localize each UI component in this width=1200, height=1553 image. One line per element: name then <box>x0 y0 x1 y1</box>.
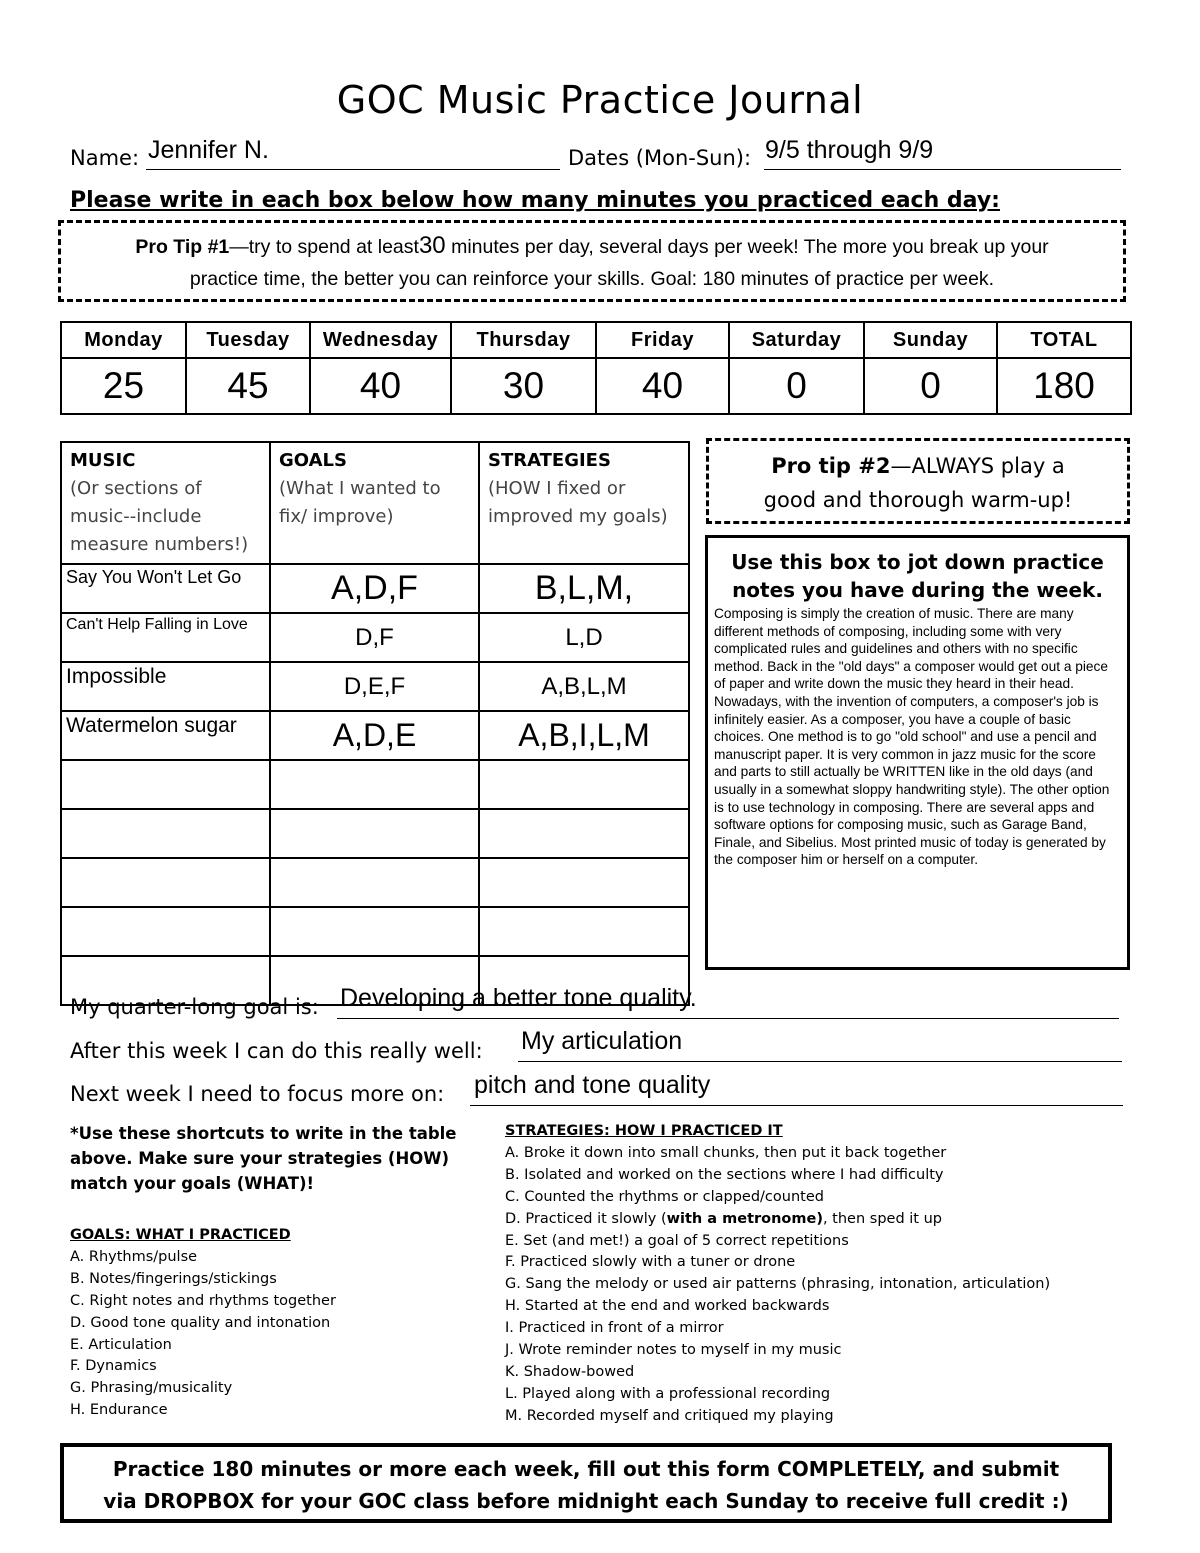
music-cell[interactable] <box>61 760 270 809</box>
strategies-cell[interactable]: A,B,I,L,M <box>479 711 689 760</box>
tip2-text: —ALWAYS play a <box>890 454 1065 478</box>
goals-subheader: (What I wanted to fix/ improve) <box>279 478 441 527</box>
day-header-monday: Monday <box>61 322 186 358</box>
music-cell[interactable]: Can't Help Falling in Love <box>61 613 270 662</box>
dates-label: Dates (Mon-Sun): <box>568 146 752 170</box>
name-field[interactable]: Jennifer N. <box>148 136 269 164</box>
list-item: A. Broke it down into small chunks, then put it back together <box>505 1144 947 1161</box>
list-item: J. Wrote reminder notes to myself in my music <box>505 1342 842 1359</box>
list-item: C. Counted the rhythms or clapped/counted <box>505 1188 824 1205</box>
list-item: B. Isolated and worked on the sections where I had difficulty <box>505 1166 944 1183</box>
can-do-underline <box>518 1061 1122 1062</box>
goals-header: GOALS <box>279 450 347 471</box>
table-row <box>61 711 689 760</box>
strategies-header: STRATEGIES <box>488 450 611 471</box>
goals-cell[interactable] <box>270 760 479 809</box>
strategies-cell[interactable]: B,L,M, <box>479 564 689 613</box>
list-item: G. Sang the melody or used air patterns (phrasing, intonation, articulation) <box>505 1276 1051 1293</box>
tip1-text-b: minutes per day, several days per week! The more you break up your <box>445 236 1049 258</box>
list-item: H. Endurance <box>70 1402 168 1419</box>
goals-cell[interactable]: A,D,F <box>270 564 479 613</box>
submission-footer <box>60 1443 1112 1523</box>
strategies-cell[interactable]: L,D <box>479 613 689 662</box>
list-item: M. Recorded myself and critiqued my playing <box>505 1407 834 1424</box>
tip2-line2: good and thorough warm-up! <box>763 488 1073 512</box>
table-row <box>61 613 689 662</box>
pro-tip-1 <box>58 220 1126 302</box>
strategies-cell[interactable]: A,B,L,M <box>479 662 689 711</box>
can-do-field[interactable]: My articulation <box>521 1027 683 1055</box>
list-item: I. Practiced in front of a mirror <box>505 1320 724 1337</box>
music-cell[interactable]: Say You Won't Let Go <box>61 564 270 613</box>
minutes-saturday[interactable]: 0 <box>729 358 864 414</box>
strategies-column-header <box>479 442 689 564</box>
music-cell[interactable]: Impossible <box>61 662 270 711</box>
shortcuts-note: *Use these shortcuts to write in the table above. Make sure your strategies (HOW) match your goals (WHAT)! <box>70 1124 457 1193</box>
day-header-sunday: Sunday <box>864 322 997 358</box>
footer-line-1: Practice 180 minutes or more each week, fill out this form COMPLETELY, and submit <box>112 1457 1060 1481</box>
quarter-goal-label: My quarter-long goal is: <box>70 995 319 1019</box>
list-item: B. Notes/fingerings/stickings <box>70 1270 277 1287</box>
focus-underline <box>470 1105 1123 1106</box>
daily-minutes-table <box>60 321 1132 415</box>
goals-cell[interactable] <box>270 809 479 858</box>
strategies-list-heading: STRATEGIES: HOW I PRACTICED IT <box>505 1123 783 1139</box>
footer-line-2: via DROPBOX for your GOC class before midnight each Sunday to receive full credit :) <box>103 1489 1069 1513</box>
notes-heading: Use this box to jot down practice notes you have during the week. <box>731 550 1104 602</box>
minutes-thursday[interactable]: 30 <box>451 358 596 414</box>
list-item: C. Right notes and rhythms together <box>70 1292 336 1309</box>
music-subheader: (Or sections of music--include measure numbers!) <box>70 478 249 555</box>
tip1-prefix: Pro Tip #1 <box>135 236 230 258</box>
list-item: E. Articulation <box>70 1336 172 1353</box>
music-cell[interactable] <box>61 907 270 956</box>
day-header-total: TOTAL <box>997 322 1131 358</box>
minutes-sunday[interactable]: 0 <box>864 358 997 414</box>
list-item <box>505 1209 1050 1231</box>
table-row <box>61 809 689 858</box>
practice-notes-box <box>705 535 1130 970</box>
list-item: H. Started at the end and worked backwards <box>505 1298 830 1315</box>
strategy-d-b: , then sped it up <box>822 1210 942 1227</box>
day-header-thursday: Thursday <box>451 322 596 358</box>
dates-underline <box>764 169 1121 170</box>
strategy-d-bold: with a metronome) <box>666 1210 823 1227</box>
goals-cell[interactable] <box>270 858 479 907</box>
music-cell[interactable] <box>61 858 270 907</box>
day-header-wednesday: Wednesday <box>310 322 451 358</box>
name-label: Name: <box>70 146 140 170</box>
focus-label: Next week I need to focus more on: <box>70 1082 445 1106</box>
pro-tip-2 <box>706 438 1130 524</box>
goals-cell[interactable]: D,F <box>270 613 479 662</box>
music-goals-table <box>60 441 690 1006</box>
name-underline <box>146 169 560 170</box>
list-item: L. Played along with a professional recording <box>505 1385 831 1402</box>
tip1-text-a: —try to spend at least <box>229 236 419 258</box>
list-item: F. Practiced slowly with a tuner or drone <box>505 1254 796 1271</box>
list-item: A. Rhythms/pulse <box>70 1248 198 1265</box>
dates-field[interactable]: 9/5 through 9/9 <box>765 136 934 164</box>
list-item: F. Dynamics <box>70 1358 157 1375</box>
minutes-total[interactable]: 180 <box>997 358 1131 414</box>
goals-list <box>70 1225 336 1422</box>
list-item: D. Good tone quality and intonation <box>70 1314 331 1331</box>
list-item: E. Set (and met!) a goal of 5 correct repetitions <box>505 1232 849 1249</box>
strategy-d-a: D. Practiced it slowly ( <box>505 1210 667 1227</box>
music-header: MUSIC <box>70 450 136 471</box>
strategies-cell[interactable] <box>479 760 689 809</box>
goals-list-heading: GOALS: WHAT I PRACTICED <box>70 1227 291 1243</box>
strategies-cell[interactable] <box>479 907 689 956</box>
day-header-friday: Friday <box>596 322 729 358</box>
tip1-line2-a: practice time, the better you can reinforce your skills. Goal: <box>189 268 703 290</box>
music-column-header <box>61 442 270 564</box>
goals-column-header <box>270 442 479 564</box>
tip1-minutes-per-day[interactable]: 30 <box>418 232 446 259</box>
table-row <box>61 564 689 613</box>
strategies-cell[interactable] <box>479 858 689 907</box>
tip2-prefix: Pro tip #2 <box>771 454 891 478</box>
strategies-list <box>505 1121 1050 1428</box>
strategies-subheader: (HOW I fixed or improved my goals) <box>488 478 668 527</box>
list-item: K. Shadow-bowed <box>505 1363 635 1380</box>
day-header-tuesday: Tuesday <box>186 322 310 358</box>
table-row <box>61 760 689 809</box>
focus-field[interactable]: pitch and tone quality <box>474 1071 711 1099</box>
goals-cell[interactable] <box>270 907 479 956</box>
minutes-tuesday[interactable]: 45 <box>186 358 310 414</box>
goals-cell[interactable]: D,E,F <box>270 662 479 711</box>
strategies-cell[interactable] <box>479 809 689 858</box>
page-title: GOC Music Practice Journal <box>336 78 864 122</box>
notes-body[interactable]: Composing is simply the creation of music. There are many different methods of composing, including some with very complicated rules and guidelines and others with no specific method. Back in the "old days" a composer would get out a piece of paper and write down the music they heard in their head. Nowadays, with the invention of computers, a composer's job is infinitely easier. As a composer, you have a couple of basic choices. One method is to go "old school" and use a pencil and manuscript paper. It is very common in jazz music for the score and parts to still actually be WRITTEN like in the old days (and usually in a somewhat sloppy handwriting style). The other option is to use technology in composing. There are several apps and software options for composing music, such as Garage Band, Finale, and Sibelius. Most printed music of today is generated by the composer him or herself on a computer. <box>714 606 1110 868</box>
minutes-wednesday[interactable]: 40 <box>310 358 451 414</box>
quarter-goal-field[interactable]: Developing a better tone quality. <box>340 984 697 1012</box>
minutes-friday[interactable]: 40 <box>596 358 729 414</box>
tip1-line2-b: minutes of practice per week. <box>735 268 995 290</box>
minutes-monday[interactable]: 25 <box>61 358 186 414</box>
tip1-goal-minutes[interactable]: 180 <box>702 268 736 290</box>
table-row <box>61 907 689 956</box>
music-cell[interactable] <box>61 809 270 858</box>
list-item: G. Phrasing/musicality <box>70 1380 233 1397</box>
can-do-label: After this week I can do this really well: <box>70 1039 483 1063</box>
goals-cell[interactable]: A,D,E <box>270 711 479 760</box>
instruction-heading: Please write in each box below how many minutes you practiced each day: <box>70 188 1000 213</box>
table-row <box>61 662 689 711</box>
quarter-goal-underline <box>337 1018 1119 1019</box>
day-header-saturday: Saturday <box>729 322 864 358</box>
table-row <box>61 858 689 907</box>
music-cell[interactable]: Watermelon sugar <box>61 711 270 760</box>
